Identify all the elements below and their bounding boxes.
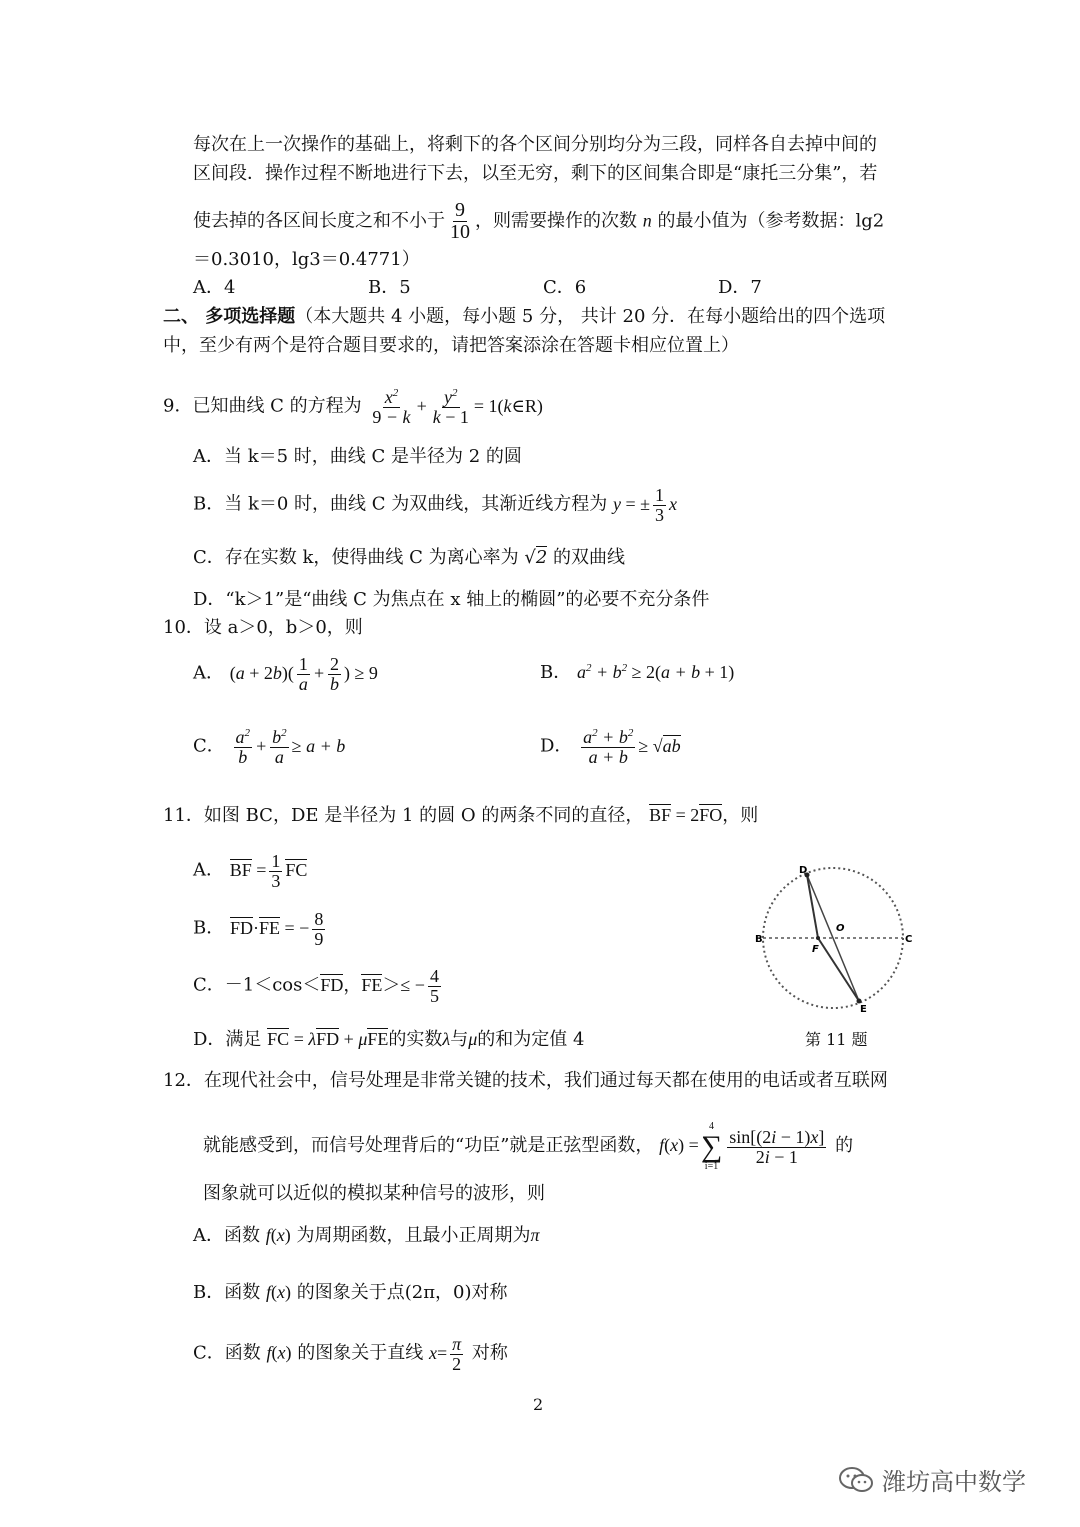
q10-option-d	[540, 728, 681, 767]
q12-stem-tail: 的	[835, 1135, 854, 1157]
q11-stem-text: 11．如图 BC，DE 是半径为 1 的圆 O 的两条不同的直径，	[163, 805, 644, 826]
label-d: D	[799, 865, 808, 876]
q10-option-a	[193, 655, 378, 694]
q12-stem-line-3: 图象就可以近似的模拟某种信号的波形，则	[203, 1183, 545, 1204]
q11-option-d	[193, 1026, 584, 1053]
q10-d-expr: $\frac{a^2 + b^2}{a + b}$ ≥ √ab	[583, 727, 681, 767]
segment-fd	[807, 875, 818, 938]
fraction-9-10: $\frac{9}{10}$	[450, 199, 470, 243]
q11-c-expr: FD，FE＞≤ − $\frac{4}{5}$	[320, 966, 439, 1006]
q11-option-d-text: D．满足	[193, 1029, 262, 1050]
section-2-desc: （本大题共 4 小题，每小题 5 分， 共计 20 分．在每小题给出的四个选项	[295, 306, 886, 327]
q10-a-expr: (a + 2b)( $\frac{1}{a}$ + $\frac{2}{b}$ ) ≥ 9	[229, 654, 378, 694]
q12-option-b	[193, 1279, 508, 1306]
point-f	[816, 936, 820, 940]
q9-equation: $\frac{x^2}{9 - k}$ + $\frac{y^2}{k - 1}$ = 1(k∈R)	[372, 387, 543, 427]
q12-function-def: f(x) = 4 ∑ i=1 $\frac{\sin[(2i - 1)x]}{2i - 1}$	[659, 1121, 825, 1172]
section-2-title: 二、 多项选择题	[163, 306, 296, 327]
section-2-heading	[163, 304, 885, 330]
q12-option-c-text-b: 的图象关于直线	[297, 1342, 424, 1364]
segment-fe	[818, 938, 859, 1001]
q8-text-c: 的最小值为（参考数据：lg2	[657, 210, 885, 232]
q12-option-a-tail: 为周期函数，且最小正周期为	[296, 1225, 531, 1246]
q12-option-b-tail: 的图象关于点(2π，0)对称	[296, 1282, 508, 1303]
label-o: O	[836, 923, 845, 934]
q12-option-a-text: A．函数	[193, 1225, 260, 1246]
q9-option-d: D．“k＞1”是“曲线 C 为焦点在 x 轴上的椭圆”的必要不充分条件	[193, 589, 710, 610]
watermark	[838, 1462, 1026, 1497]
q11-option-c	[193, 967, 444, 1006]
q8-option-c: C．6	[543, 277, 587, 298]
q11-stem	[163, 802, 758, 829]
q11-option-d-text-c: 与	[450, 1029, 469, 1050]
var-mu: μ	[468, 1029, 478, 1049]
label-b: B	[755, 934, 763, 945]
q11-circle-figure	[745, 855, 920, 1015]
q8-text-b: ，则需要操作的次数	[475, 210, 637, 232]
q12-stem-line-2	[203, 1122, 853, 1172]
q9-option-c-text: C．存在实数 k，使得曲线 C 为离心率为	[193, 547, 519, 568]
var-lambda: λ	[442, 1029, 451, 1049]
fx: f(x)	[265, 1225, 291, 1245]
q8-option-d: D．7	[718, 277, 762, 298]
q11-a-expr: BF = $\frac{1}{3}$ FC	[229, 851, 308, 891]
label-e: E	[860, 1004, 867, 1015]
figure-caption: 第 11 题	[805, 1030, 868, 1049]
q9-option-a: A．当 k＝5 时，曲线 C 是半径为 2 的圆	[193, 446, 522, 467]
q11-d-expr: FC = λFD + μFE	[267, 1029, 389, 1049]
q10-stem: 10．设 a＞0，b＞0，则	[163, 617, 363, 638]
q11-option-c-text: C．－1＜cos＜	[193, 974, 321, 996]
q10-option-c-label: C．	[193, 735, 225, 757]
q8-text-a: 使去掉的各区间长度之和不小于	[193, 210, 445, 232]
q9-option-b-text: B．当 k＝0 时，曲线 C 为双曲线，其渐近线方程为	[193, 493, 608, 515]
q11-option-b-label: B．	[193, 917, 225, 939]
q9-asymptote: y = ± $\frac{1}{3}$ x	[612, 485, 678, 525]
diameter-de	[807, 875, 859, 1001]
q8-text-line-4: ＝0.3010，lg3＝0.4771）	[193, 249, 420, 270]
q10-option-b	[540, 655, 734, 686]
q9-stem	[163, 388, 543, 427]
q8-text-line-3	[193, 200, 884, 243]
x-eq-pi-over-2: x= $\frac{\pi}{2}$	[429, 1334, 462, 1374]
q9-option-c	[193, 545, 625, 571]
q11-option-a	[193, 852, 307, 891]
q12-option-b-text: B．函数	[193, 1282, 261, 1303]
q9-option-b	[193, 486, 677, 525]
sqrt-2: √2	[524, 547, 548, 568]
q12-stem-line-1: 12．在现代社会中，信号处理是非常关键的技术，我们通过每天都在使用的电话或者互联网	[163, 1070, 888, 1091]
q8-option-b: B．5	[368, 277, 411, 298]
q10-option-b-label: B．	[540, 662, 572, 683]
q11-option-d-text-d: 的和为定值 4	[477, 1029, 585, 1050]
q12-option-c	[193, 1335, 508, 1374]
var-n: n	[642, 210, 652, 231]
section-2-desc-line-2: 中，至少有两个是符合题目要求的，请把答案添涂在答题卡相应位置上）	[163, 335, 739, 356]
q8-option-a: A．4	[193, 277, 236, 298]
label-c: C	[905, 934, 913, 945]
fx: f(x)	[265, 1282, 291, 1302]
q10-option-c	[193, 728, 345, 767]
q11-option-a-label: A．	[193, 859, 224, 881]
label-f: F	[812, 944, 819, 955]
q11-option-b	[193, 910, 328, 949]
point-e	[857, 999, 862, 1004]
pi: π	[530, 1225, 540, 1245]
fx: f(x)	[266, 1342, 292, 1363]
q11-option-d-text-b: 的实数	[388, 1029, 443, 1050]
q9-stem-text: 9．已知曲线 C 的方程为	[163, 395, 362, 417]
q11-b-expr: FD·FE = − $\frac{8}{9}$	[229, 909, 324, 949]
q10-b-expr: $a^2 + b^2 \ge 2(a + b + 1)$	[576, 662, 735, 682]
q12-stem-text: 就能感受到，而信号处理背后的“功臣”就是正弦型函数，	[203, 1135, 654, 1157]
wechat-icon	[838, 1465, 874, 1495]
q12-option-c-tail: 对称	[471, 1342, 508, 1364]
q10-option-d-label: D．	[540, 735, 573, 757]
page-number: 2	[533, 1395, 544, 1414]
q10-option-a-label: A．	[193, 662, 224, 684]
watermark-text: 潍坊高中数学	[882, 1468, 1026, 1496]
q10-c-expr: $\frac{a^2}{b}$ + $\frac{b^2}{a}$ ≥ a + b	[235, 727, 346, 767]
q11-vector-eq: BF = 2FO	[649, 805, 723, 825]
q9-option-c-tail: 的双曲线	[553, 547, 626, 568]
q12-option-a	[193, 1222, 540, 1249]
q12-option-c-text: C．函数	[193, 1342, 261, 1364]
q8-text-line-2: 区间段．操作过程不断地进行下去，以至无穷，剩下的区间集合即是“康托三分集”，若	[193, 163, 878, 184]
q8-text-line-1: 每次在上一次操作的基础上，将剩下的各个区间分别均分为三段，同样各自去掉中间的	[193, 134, 877, 155]
q11-stem-tail: ，则	[722, 805, 759, 826]
